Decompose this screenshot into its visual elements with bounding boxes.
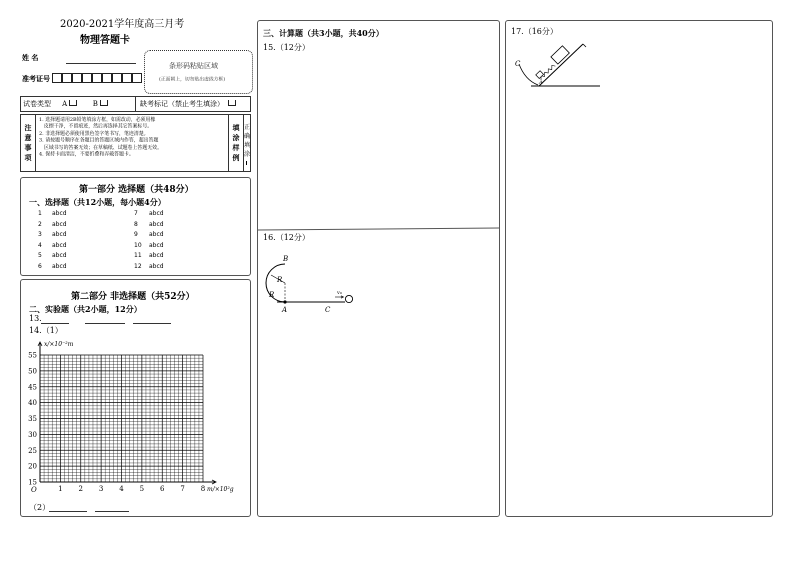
- note-item: 皮擦干净，不留痕迹，然后再选择其它答案标号。: [43, 123, 153, 130]
- fill-sample-mark: [246, 161, 247, 165]
- q15-label: 15.（12分）: [263, 43, 310, 52]
- x-tick-label: 8: [200, 485, 206, 493]
- y-tick-label: 15: [28, 478, 37, 487]
- note-item: 区域书写的答案无效；在草稿纸、试题卷上答题无效。: [43, 144, 162, 151]
- block-on-incline: [551, 46, 569, 64]
- fill-sample-text: 正确填涂: [243, 123, 250, 158]
- q14-2-blank-2[interactable]: [95, 511, 129, 512]
- q17-label: 17.（16分）: [511, 27, 558, 36]
- incline-top-stop: [583, 44, 586, 47]
- notes-label: 注意事项: [24, 123, 32, 162]
- type-b-label: B: [92, 100, 98, 108]
- mcq-number: 6: [38, 263, 42, 270]
- x-tick-label: 6: [160, 485, 165, 493]
- y-tick-label: 50: [28, 367, 37, 376]
- y-tick-label: 35: [28, 415, 37, 423]
- mcq-number: 10: [134, 241, 142, 249]
- q14-label: 14.（1）: [29, 326, 63, 335]
- part1-section: 一、选择题（共12小题，每小题4分）: [29, 197, 166, 207]
- x-tick-label: 3: [98, 485, 104, 493]
- y-tick-label: 20: [28, 462, 37, 471]
- x-tick-label: 7: [180, 485, 185, 493]
- q13-blank-1[interactable]: [41, 323, 69, 324]
- q13-blank-2[interactable]: [85, 323, 125, 324]
- mcq-number: 9: [134, 231, 138, 239]
- mcq-number: 2: [38, 220, 42, 228]
- type-a-label: A: [62, 100, 68, 108]
- y-tick-label: 40: [28, 399, 37, 408]
- part1-title: 第一部分 选择题（共48分）: [79, 185, 194, 195]
- y-tick-label: 25: [28, 446, 37, 455]
- section3-title: 三、计算题（共3小题，共40分）: [263, 28, 384, 38]
- notes-list: [39, 117, 192, 158]
- point-a-dot: [283, 300, 286, 303]
- mcq-options[interactable]: abcd: [52, 231, 67, 239]
- mcq-number: 7: [134, 210, 138, 217]
- fig17-label-a: A: [539, 80, 543, 86]
- paper-type-label: 试卷类型: [23, 100, 51, 108]
- fig16-label-a: A: [282, 306, 288, 314]
- q13-label: 13.: [29, 314, 42, 323]
- q14-2-blank-1[interactable]: [49, 511, 87, 512]
- q15-q16-divider: [258, 228, 499, 230]
- part2-title: 第二部分 非选择题（共52分）: [71, 292, 195, 302]
- mcq-options[interactable]: abcd: [149, 252, 164, 260]
- fig16-label-r1: R: [277, 276, 283, 284]
- x-tick-label: 4: [119, 485, 124, 493]
- mcq-number: 12: [134, 263, 142, 270]
- q14-2-label: （2）: [29, 503, 51, 512]
- x-tick-label: 1: [58, 485, 63, 493]
- mcq-options[interactable]: abcd: [52, 241, 67, 249]
- q16-label: 16.（12分）: [263, 233, 310, 242]
- curve-arc: [519, 64, 538, 85]
- note-item: 2. 非选择题必须使用黑色签字笔书写，笔迹清楚。: [38, 130, 149, 137]
- zkzh-label: 准考证号: [22, 74, 50, 83]
- x-tick-label: 5: [139, 485, 145, 493]
- mcq-number: 3: [38, 231, 42, 239]
- graph-paper-chart: [20, 335, 234, 505]
- type-a-checkbox[interactable]: [69, 100, 77, 106]
- q13-blank-3[interactable]: [133, 323, 171, 324]
- name-label: 姓 名: [22, 53, 39, 62]
- mcq-number: 8: [134, 220, 138, 228]
- mcq-options[interactable]: abcd: [52, 252, 67, 260]
- mcq-options[interactable]: abcd: [52, 210, 67, 217]
- mcq-number: 4: [38, 241, 42, 249]
- mcq-number: 5: [38, 252, 42, 260]
- y-tick-label: 30: [28, 430, 37, 439]
- x-axis-label: m/×10²g: [207, 486, 234, 493]
- fig16-label-b: B: [283, 255, 289, 263]
- exam-title: 2020-2021学年度高三月考: [60, 19, 185, 30]
- mcq-options[interactable]: abcd: [149, 263, 164, 270]
- name-field[interactable]: [66, 63, 136, 64]
- barcode-title: 条形码粘贴区域: [169, 62, 218, 70]
- note-item: 3. 请按题号顺序在各题目的答题区域内作答，超出答题: [38, 137, 159, 144]
- fig17-label-c: C: [515, 60, 521, 68]
- x-tick-label: 2: [78, 485, 83, 493]
- ball: [345, 295, 352, 302]
- absent-checkbox[interactable]: [228, 100, 236, 106]
- mcq-number: 1: [38, 210, 42, 217]
- mcq-options[interactable]: abcd: [52, 263, 67, 270]
- y-axis-label: x/×10⁻²m: [44, 341, 74, 348]
- note-item: 4. 保持卡面清洁，不要折叠和弄破答题卡。: [38, 151, 134, 158]
- small-block: [536, 71, 544, 79]
- part1-box: [20, 177, 251, 276]
- absent-label: 缺考标记（禁止考生填涂）: [140, 100, 224, 108]
- card-subtitle: 物理答题卡: [80, 35, 130, 46]
- mcq-options[interactable]: abcd: [149, 241, 164, 249]
- info-row: [20, 96, 251, 112]
- q16-divider-and-figure: [257, 20, 500, 517]
- barcode-note: (正面朝上，切勿贴出虚线方框): [159, 76, 226, 83]
- fig16-label-r2: R: [269, 291, 275, 299]
- y-tick-label: 55: [28, 351, 37, 360]
- note-item: 1. 选择题请用2B铅笔填涂方框，如需改动，必须用橡: [38, 117, 156, 123]
- mcq-options[interactable]: abcd: [52, 220, 67, 228]
- mcq-options[interactable]: abcd: [149, 210, 164, 217]
- origin-label: O: [31, 486, 37, 494]
- part2-section: 二、实验题（共2小题，12分）: [29, 304, 142, 314]
- mcq-options[interactable]: abcd: [149, 220, 164, 228]
- notes-table: [20, 114, 251, 172]
- fill-label: 填涂样例: [232, 123, 240, 162]
- mcq-options[interactable]: abcd: [149, 231, 164, 239]
- type-b-checkbox[interactable]: [100, 100, 108, 106]
- y-tick-label: 45: [28, 383, 37, 392]
- mcq-number: 11: [134, 252, 142, 260]
- fig16-label-c: C: [325, 306, 331, 314]
- fig16-label-v0: v₀: [337, 290, 342, 296]
- barcode-area: [144, 50, 253, 94]
- q17-figure: [505, 20, 773, 517]
